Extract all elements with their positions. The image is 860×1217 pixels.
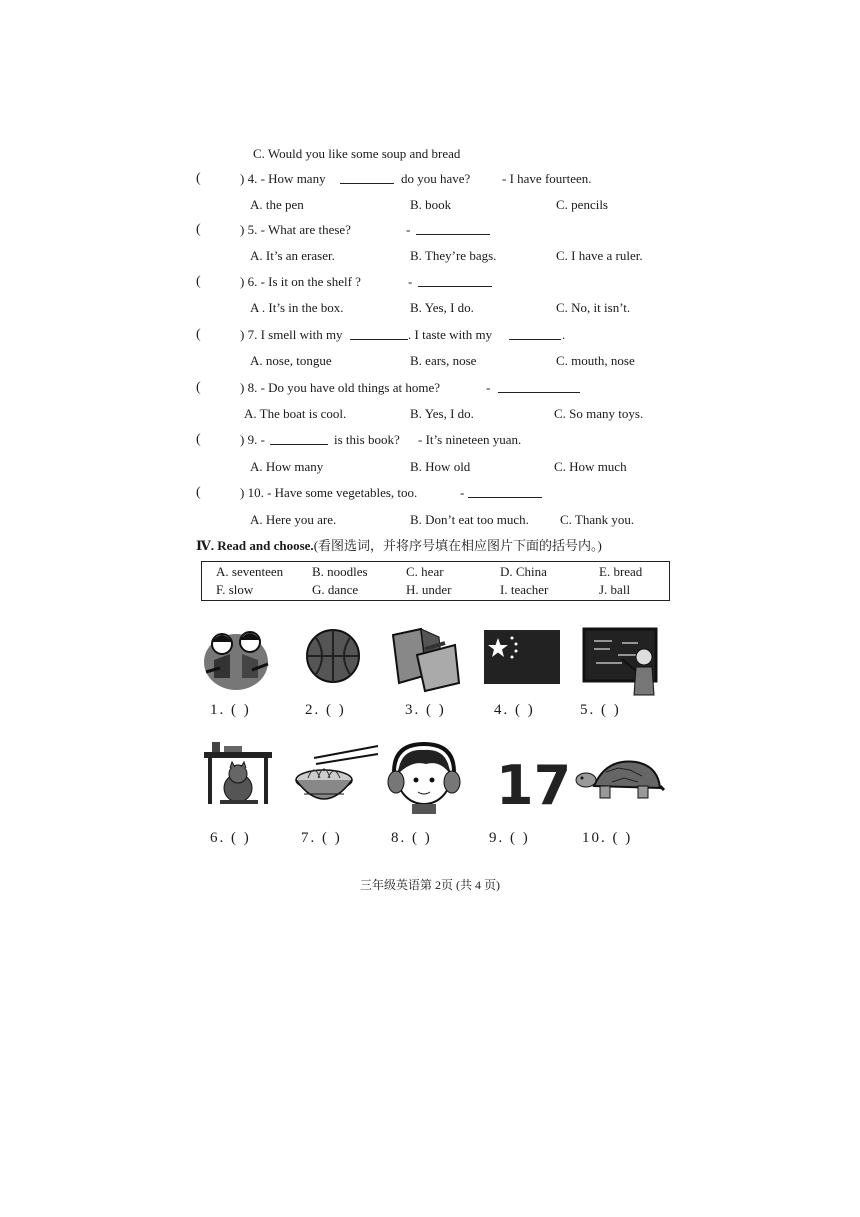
answer-blank (418, 274, 492, 287)
bread-picture (387, 625, 461, 695)
question-text: - (260, 432, 265, 447)
picture-answer-2[interactable]: 2. ( ) (305, 702, 346, 718)
section-4-heading (196, 538, 602, 554)
word-option: G. dance (312, 582, 359, 597)
word-option: A. seventeen (216, 564, 284, 579)
close-paren: ) (240, 485, 245, 500)
picture-answer-8[interactable]: 8. ( ) (391, 830, 432, 846)
question-number: 8. (247, 380, 258, 395)
answer-paren-9[interactable]: ( (196, 432, 201, 447)
picture-answer-1[interactable]: 1. ( ) (210, 702, 251, 718)
word-option: F. slow (216, 582, 254, 597)
answer-paren-10[interactable]: ( (196, 485, 201, 500)
noodles-picture (294, 742, 380, 810)
question-text: do you have? (401, 171, 471, 186)
question-number: 9. (247, 432, 258, 447)
answer-paren-5[interactable]: ( (196, 222, 201, 237)
option-a: A. the pen (250, 197, 304, 212)
question-text: - Is it on the shelf ? (260, 274, 361, 289)
option-a: A. Here you are. (250, 512, 337, 527)
picture-answer-4[interactable]: 4. ( ) (494, 702, 535, 718)
word-option: I. teacher (500, 582, 549, 597)
basketball-picture (305, 626, 361, 686)
picture-answer-3[interactable]: 3. ( ) (405, 702, 446, 718)
option-a: A . It’s in the box. (250, 300, 344, 315)
option-b: B. Yes, I do. (410, 406, 474, 421)
close-paren: ) (240, 327, 245, 342)
option-c: C. Thank you. (560, 512, 635, 527)
option-c: C. So many toys. (554, 406, 644, 421)
question-text: - Have some vegetables, too. (267, 485, 418, 500)
answer-paren-7[interactable]: ( (196, 327, 201, 342)
option-c: C. No, it isn’t. (556, 300, 631, 315)
number-17-picture (496, 754, 572, 817)
china-flag-picture (484, 630, 560, 684)
answer-blank (340, 171, 394, 184)
option-b: B. Yes, I do. (410, 300, 474, 315)
word-option: H. under (406, 582, 452, 597)
question-number: 6. (247, 274, 258, 289)
boy-with-headphones-picture (386, 742, 462, 814)
answer-blank (416, 222, 490, 235)
question-text: - I have fourteen. (502, 171, 592, 186)
option-a: A. nose, tongue (250, 353, 332, 368)
answer-blank (498, 380, 580, 393)
question-number: 5. (247, 222, 258, 237)
answer-paren-8[interactable]: ( (196, 380, 201, 395)
q3-option-c: C. Would you like some soup and bread (253, 146, 461, 161)
question-number: 4. (247, 171, 258, 186)
close-paren: ) (240, 380, 245, 395)
option-b: B. Don’t eat too much. (410, 512, 529, 527)
section-4-instruction: (看图选词，并将序号填在相应图片下面的括号内。) (313, 538, 602, 553)
answer-blank (509, 327, 561, 340)
close-paren: ) (240, 171, 245, 186)
option-a: A. It’s an eraser. (250, 248, 335, 263)
option-c: C. pencils (556, 197, 608, 212)
dash: - (460, 485, 465, 500)
option-c: C. I have a ruler. (556, 248, 643, 263)
turtle-picture (576, 758, 664, 802)
close-paren: ) (240, 222, 245, 237)
question-text: - Do you have old things at home? (260, 380, 441, 395)
answer-paren-6[interactable]: ( (196, 274, 201, 289)
question-number: 7. (247, 327, 258, 342)
dash: - (406, 222, 411, 237)
question-text: - How many (260, 171, 326, 186)
dash: - (408, 274, 413, 289)
word-bank (201, 561, 670, 601)
picture-answer-7[interactable]: 7. ( ) (301, 830, 342, 846)
word-option: J. ball (599, 582, 631, 597)
answer-blank (350, 327, 408, 340)
option-b: B. book (410, 197, 452, 212)
dancing-children-picture (200, 620, 272, 692)
close-paren: ) (240, 432, 245, 447)
picture-answer-5[interactable]: 5. ( ) (580, 702, 621, 718)
close-paren: ) (240, 274, 245, 289)
option-b: B. They’re bags. (410, 248, 497, 263)
question-number: 10. (247, 485, 264, 500)
question-text: - What are these? (260, 222, 351, 237)
picture-answer-9[interactable]: 9. ( ) (489, 830, 530, 846)
question-text: . I taste with my (408, 327, 493, 342)
answer-blank (468, 485, 542, 498)
word-option: E. bread (599, 564, 643, 579)
answer-blank (270, 432, 328, 445)
option-c: C. mouth, nose (556, 353, 635, 368)
number-17-text: 17 (496, 754, 572, 817)
period: . (562, 327, 566, 342)
option-a: A. The boat is cool. (244, 406, 347, 421)
page-footer: 三年级英语第 2页 (共 4 页) (360, 878, 500, 892)
dash: - (486, 380, 491, 395)
option-b: B. ears, nose (410, 353, 477, 368)
question-text: is this book? (334, 432, 400, 447)
teacher-picture (582, 627, 660, 695)
picture-answer-10[interactable]: 10. ( ) (582, 830, 633, 846)
option-a: A. How many (250, 459, 324, 474)
picture-answer-6[interactable]: 6. ( ) (210, 830, 251, 846)
option-c: C. How much (554, 459, 627, 474)
option-b: B. How old (410, 459, 471, 474)
cat-under-table-picture (202, 738, 274, 806)
word-option: C. hear (406, 564, 444, 579)
section-4-title: Ⅳ. Read and choose. (196, 538, 314, 553)
word-option: B. noodles (312, 564, 368, 579)
answer-paren-4[interactable]: ( (196, 171, 201, 186)
question-text: I smell with my (260, 327, 343, 342)
word-option: D. China (500, 564, 547, 579)
question-text: - It’s nineteen yuan. (418, 432, 522, 447)
